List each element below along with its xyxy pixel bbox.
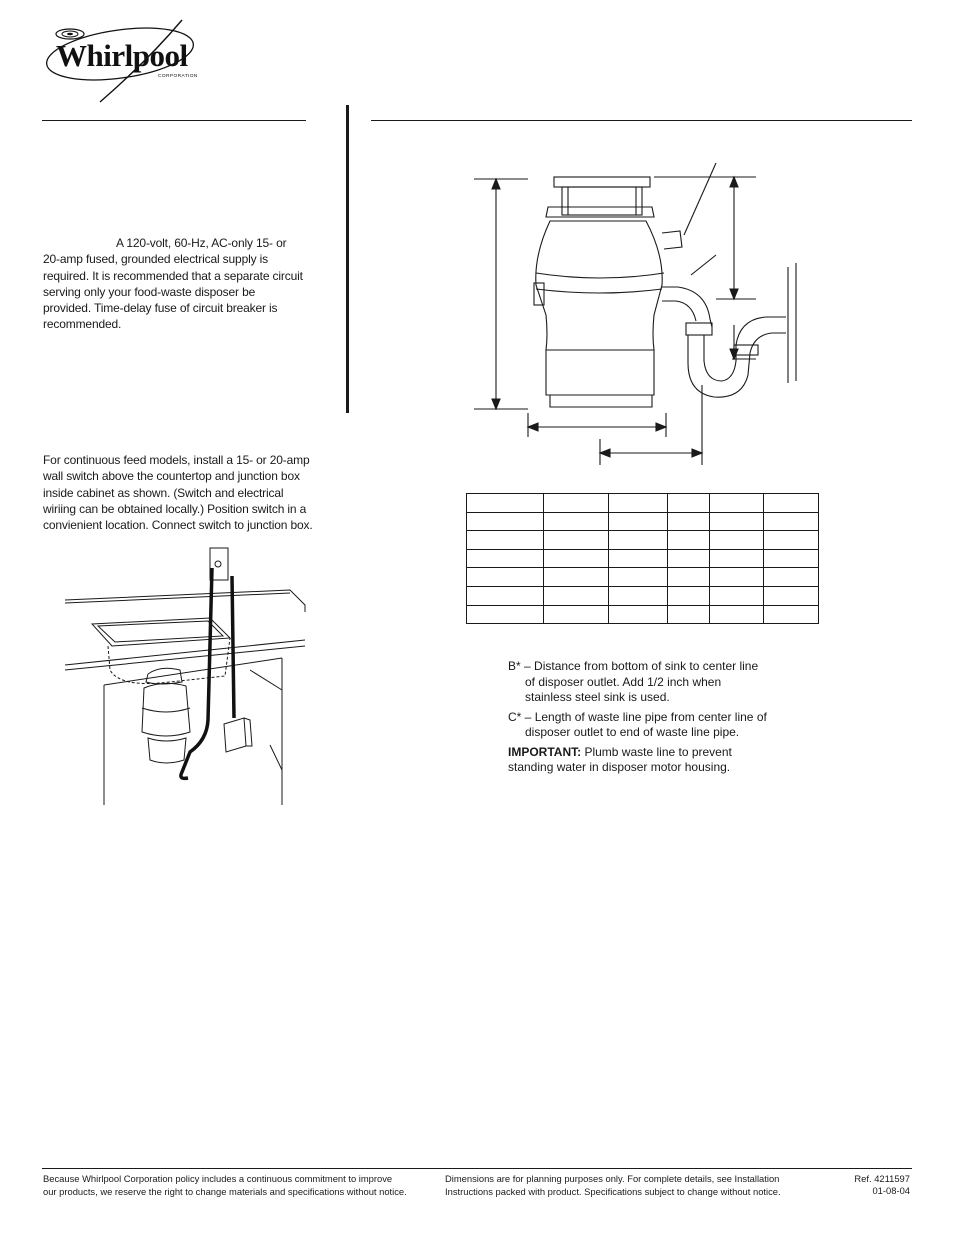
brand-name: Whirlpool xyxy=(56,38,188,73)
sink-cabinet-diagram xyxy=(60,540,310,810)
note-c-label: C* – xyxy=(508,709,532,724)
table-row xyxy=(467,549,819,568)
table-row xyxy=(467,586,819,605)
column-divider xyxy=(346,105,349,413)
table-row xyxy=(467,531,819,550)
note-b-label: B* – xyxy=(508,659,531,673)
footer-rule xyxy=(42,1168,912,1169)
disposer-dimension-diagram xyxy=(466,155,811,470)
left-header-rule xyxy=(42,120,306,121)
disposer-side-view xyxy=(466,155,811,470)
brand-sub: CORPORATION xyxy=(158,74,198,79)
right-header-rule xyxy=(371,120,912,121)
note-c-line-2: disposer outlet to end of waste line pipe. xyxy=(525,725,740,739)
footer-date: 01-08-04 xyxy=(872,1185,910,1196)
table-row xyxy=(467,494,819,513)
note-important xyxy=(508,745,808,776)
dimensions-grid xyxy=(466,493,819,624)
note-b-line-3: stainless steel sink is used. xyxy=(525,690,670,704)
footer-dimensions: Dimensions are for planning purposes only. For complete details, see Installation Instructions packed with product. Specifications subject to change without notice. xyxy=(445,1173,781,1197)
table-row xyxy=(467,568,819,587)
dimension-notes xyxy=(508,659,808,776)
installation-illustration xyxy=(60,540,310,810)
wall-switch-text: For continuous feed models, install a 15- or 20-amp wall switch above the countertop and junction box inside cabinet as shown. (Switch and electrical wiriing can be obtained locally.) Position switch in a convienient location. Connect switch to junction box. xyxy=(43,453,313,533)
note-b xyxy=(508,659,808,706)
table-row xyxy=(467,605,819,624)
table-row xyxy=(467,512,819,531)
dimensions-table xyxy=(466,493,819,624)
note-b-line-1: Distance from bottom of sink to center line xyxy=(534,659,759,673)
electrical-supply-text: A 120-volt, 60-Hz, AC-only 15- or 20-amp fused, grounded electrical supply is required. It is recommended that a separate circuit serving only your food-waste disposer be provided. Time-delay fuse of circuit breaker is recommended. xyxy=(43,236,303,332)
note-c xyxy=(508,710,808,741)
note-c-line-1: Length of waste line pipe from center line of xyxy=(534,709,767,724)
footer-policy: Because Whirlpool Corporation policy includes a continuous commitment to improve our products, we reserve the right to change materials and specifications without notice. xyxy=(43,1173,407,1197)
note-b-line-2: of disposer outlet. Add 1/2 inch when xyxy=(525,674,722,689)
important-line-2: standing water in disposer motor housing. xyxy=(508,760,731,774)
whirlpool-logo xyxy=(40,16,205,106)
footer-ref: Ref. 4211597 xyxy=(854,1173,910,1184)
important-label: IMPORTANT: xyxy=(508,744,582,759)
important-line-1: Plumb waste line to prevent xyxy=(584,744,732,759)
